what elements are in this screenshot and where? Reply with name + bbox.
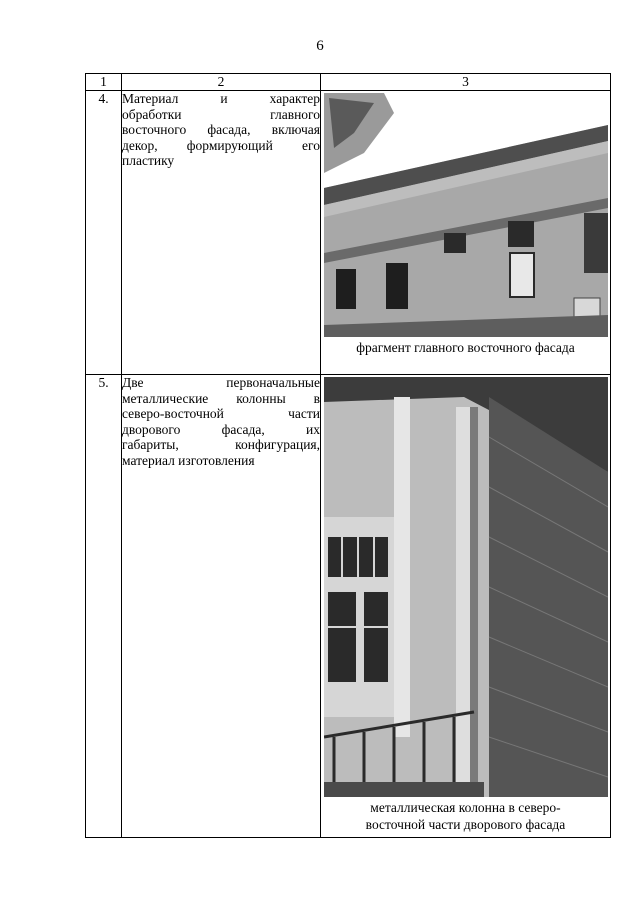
metal-column-photo (324, 377, 608, 797)
column-header-3: 3 (321, 74, 611, 91)
table-row (86, 375, 611, 838)
caption-line: фрагмент главного восточного фасада (356, 340, 575, 355)
description-line: северо-восточной части (122, 406, 320, 421)
row-illustration (321, 375, 611, 838)
table-header-row (86, 74, 611, 91)
caption-line: металлическая колонна в северо- (370, 800, 561, 815)
row-number: 5. (86, 375, 122, 838)
column-header-2: 2 (122, 74, 321, 91)
description-line: материал изготовления (122, 452, 255, 468)
description-line: Материал и характер (122, 91, 320, 106)
row-illustration (321, 91, 611, 375)
row-description (122, 375, 321, 838)
caption-line: восточной части дворового фасада (365, 817, 566, 832)
table-row (86, 91, 611, 375)
monument-subject-table (85, 73, 611, 838)
description-line: дворового фасада, их (122, 421, 320, 437)
description-line: Две первоначальные (122, 375, 320, 390)
description-line: габариты, конфигурация, (122, 437, 320, 452)
row-number: 4. (86, 91, 122, 375)
description-line: металлические колонны в (122, 390, 320, 406)
description-line: декор, формирующий его (122, 137, 320, 153)
east-facade-photo (324, 93, 608, 337)
description-line: пластику (122, 153, 175, 168)
description-line: восточного фасада, включая (122, 122, 320, 137)
column-header-1: 1 (86, 74, 122, 91)
illustration-caption (321, 337, 610, 360)
row-description (122, 91, 321, 375)
illustration-caption (321, 797, 610, 837)
page-number: 6 (316, 38, 324, 54)
description-line: обработки главного (122, 106, 320, 122)
